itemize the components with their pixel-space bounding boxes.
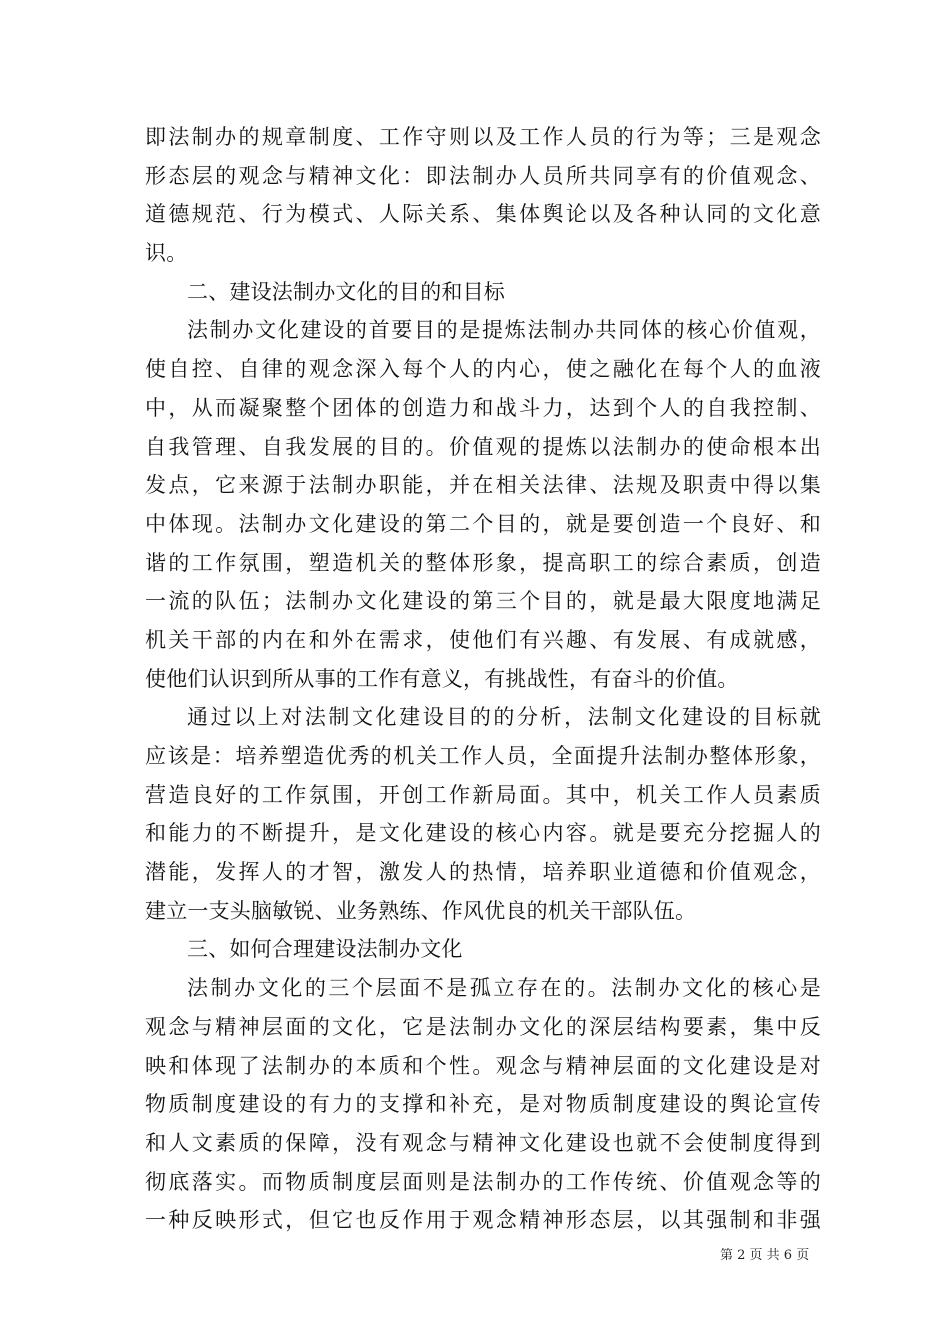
text-line: 识。 (145, 241, 188, 266)
text-line: 应该是：培养塑造优秀的机关工作人员，全面提升法制办整体形象， (145, 744, 821, 768)
text-line: 自我管理、自我发展的目的。价值观的提炼以法制办的使命根本出 (145, 434, 821, 459)
text-line: 一种反映形式，但它也反作用于观念精神形态层，以其强制和非强 (145, 1208, 821, 1233)
text-line: 法制办文化的三个层面不是孤立存在的。法制办文化的核心是 (187, 976, 821, 1001)
text-line: 物质制度建设的有力的支撑和补充，是对物质制度建设的舆论宣传 (145, 1092, 821, 1117)
text-line: 形态层的观念与精神文化：即法制办人员所共同享有的价值观念、 (145, 163, 821, 188)
text-line: 建立一支头脑敏锐、业务熟练、作风优良的机关干部队伍。 (145, 898, 697, 923)
text-line: 中，从而凝聚整个团体的创造力和战斗力，达到个人的自我控制、 (145, 395, 821, 420)
text-line: 一流的队伍；法制办文化建设的第三个目的，就是最大限度地满足 (145, 589, 821, 614)
text-line: 潜能，发挥人的才智，激发人的热情，培养职业道德和价值观念， (145, 860, 821, 885)
text-line: 营造良好的工作氛围，开创工作新局面。其中，机关工作人员素质 (145, 782, 821, 807)
text-line: 观念与精神层面的文化，它是法制办文化的深层结构要素，集中反 (145, 1014, 821, 1039)
text-line: 彻底落实。而物质制度层面则是法制办的工作传统、价值观念等的 (145, 1169, 821, 1194)
text-line: 映和体现了法制办的本质和个性。观念与精神层面的文化建设是对 (145, 1053, 821, 1078)
text-line: 谐的工作氛围，塑造机关的整体形象，提高职工的综合素质，创造 (145, 550, 821, 575)
text-line: 使他们认识到所从事的工作有意义，有挑战性，有奋斗的价值。 (145, 666, 739, 691)
text-line: 通过以上对法制文化建设目的的分析，法制文化建设的目标就 (187, 705, 821, 730)
section-heading: 三、如何合理建设法制办文化 (187, 937, 463, 962)
text-line: 机关干部的内在和外在需求，使他们有兴趣、有发展、有成就感， (145, 627, 821, 652)
page-number: 第 2 页 共 6 页 (720, 1248, 810, 1263)
body-text (145, 118, 821, 1240)
text-line: 和人文素质的保障，没有观念与精神文化建设也就不会使制度得到 (145, 1130, 821, 1155)
text-line: 即法制办的规章制度、工作守则以及工作人员的行为等；三是观念 (145, 125, 821, 149)
text-line: 道德规范、行为模式、人际关系、集体舆论以及各种认同的文化意 (145, 202, 821, 227)
text-line: 中体现。法制办文化建设的第二个目的，就是要创造一个良好、和 (145, 511, 821, 536)
section-heading: 二、建设法制办文化的目的和目标 (187, 279, 505, 304)
text-line: 法制办文化建设的首要目的是提炼法制办共同体的核心价值观， (187, 318, 821, 343)
text-line: 和能力的不断提升，是文化建设的核心内容。就是要充分挖掘人的 (145, 821, 821, 846)
text-line: 使自控、自律的观念深入每个人的内心，使之融化在每个人的血液 (145, 357, 821, 382)
text-line: 发点，它来源于法制办职能，并在相关法律、法规及职责中得以集 (145, 473, 821, 498)
